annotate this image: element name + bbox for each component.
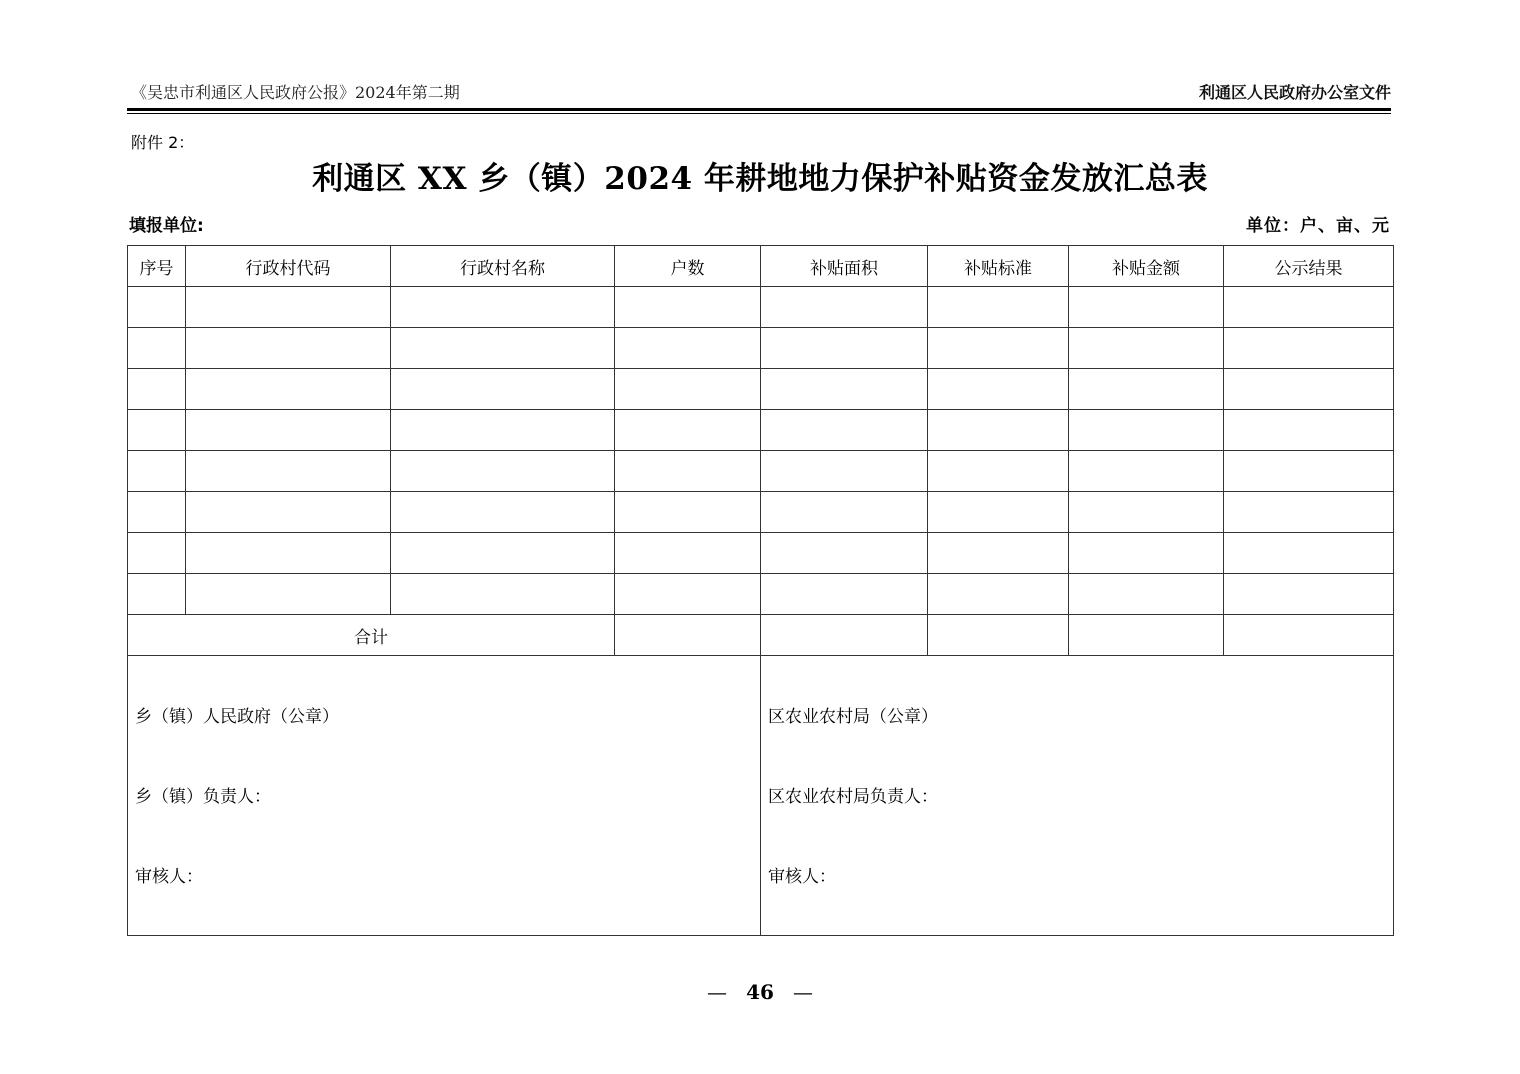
col-header-index: 序号	[128, 246, 186, 287]
table-row	[128, 451, 1394, 492]
subsidy-rate-cell[interactable]	[928, 533, 1069, 574]
subsidy-area-cell[interactable]	[761, 369, 928, 410]
village-name-cell[interactable]	[391, 451, 615, 492]
total-amount-cell[interactable]	[1069, 615, 1224, 656]
signature-block-township	[128, 656, 761, 936]
col-header-subsidy-area: 补贴面积	[761, 246, 928, 287]
village-code-cell[interactable]	[186, 492, 391, 533]
township-seal-label: 乡（镇）人民政府（公章）	[135, 707, 339, 727]
table-row	[128, 492, 1394, 533]
subsidy-area-cell[interactable]	[761, 410, 928, 451]
summary-table	[127, 245, 1394, 936]
table-row	[128, 328, 1394, 369]
households-cell[interactable]	[615, 287, 761, 328]
signature-block-district-bureau	[761, 656, 1394, 936]
table-header-row	[128, 246, 1394, 287]
col-header-publicity-result: 公示结果	[1224, 246, 1394, 287]
publicity-result-cell[interactable]	[1224, 451, 1394, 492]
subsidy-area-cell[interactable]	[761, 287, 928, 328]
header-rule-thin	[127, 113, 1391, 114]
attachment-label: 附件 2：	[131, 133, 195, 152]
col-header-village-code: 行政村代码	[186, 246, 391, 287]
index-cell[interactable]	[128, 328, 186, 369]
village-name-cell[interactable]	[391, 369, 615, 410]
subsidy-rate-cell[interactable]	[928, 451, 1069, 492]
village-code-cell[interactable]	[186, 328, 391, 369]
village-code-cell[interactable]	[186, 287, 391, 328]
village-code-cell[interactable]	[186, 451, 391, 492]
subsidy-amount-cell[interactable]	[1069, 328, 1224, 369]
table-row	[128, 287, 1394, 328]
subsidy-rate-cell[interactable]	[928, 369, 1069, 410]
header-issuer: 利通区人民政府办公室文件	[1198, 83, 1391, 102]
col-header-village-name: 行政村名称	[391, 246, 615, 287]
bureau-head-label: 区农业农村局负责人：	[768, 787, 938, 807]
subsidy-rate-cell[interactable]	[928, 574, 1069, 615]
index-cell[interactable]	[128, 410, 186, 451]
village-code-cell[interactable]	[186, 574, 391, 615]
subsidy-rate-cell[interactable]	[928, 287, 1069, 328]
footer-dash-left: —	[707, 980, 727, 1004]
village-code-cell[interactable]	[186, 369, 391, 410]
subsidy-area-cell[interactable]	[761, 328, 928, 369]
total-row	[128, 615, 1394, 656]
households-cell[interactable]	[615, 410, 761, 451]
households-cell[interactable]	[615, 369, 761, 410]
col-header-subsidy-rate: 补贴标准	[928, 246, 1069, 287]
township-reviewer-label: 审核人：	[135, 867, 203, 887]
publicity-result-cell[interactable]	[1224, 574, 1394, 615]
col-header-subsidy-amount: 补贴金额	[1069, 246, 1224, 287]
bureau-reviewer-label: 审核人：	[768, 867, 836, 887]
subsidy-amount-cell[interactable]	[1069, 410, 1224, 451]
bureau-seal-label: 区农业农村局（公章）	[768, 707, 938, 727]
township-head-label: 乡（镇）负责人：	[135, 787, 271, 807]
subsidy-amount-cell[interactable]	[1069, 574, 1224, 615]
total-label: 合计	[128, 615, 615, 656]
households-cell[interactable]	[615, 492, 761, 533]
page-number: 46	[746, 980, 774, 1004]
village-name-cell[interactable]	[391, 287, 615, 328]
index-cell[interactable]	[128, 492, 186, 533]
subsidy-area-cell[interactable]	[761, 492, 928, 533]
subsidy-area-cell[interactable]	[761, 533, 928, 574]
village-name-cell[interactable]	[391, 533, 615, 574]
table-row	[128, 533, 1394, 574]
index-cell[interactable]	[128, 369, 186, 410]
households-cell[interactable]	[615, 574, 761, 615]
publicity-result-cell[interactable]	[1224, 369, 1394, 410]
village-code-cell[interactable]	[186, 533, 391, 574]
unit-label: 单位：户、亩、元	[1246, 216, 1390, 236]
subsidy-amount-cell[interactable]	[1069, 451, 1224, 492]
total-rate-cell[interactable]	[928, 615, 1069, 656]
village-name-cell[interactable]	[391, 492, 615, 533]
subsidy-area-cell[interactable]	[761, 451, 928, 492]
total-households-cell[interactable]	[615, 615, 761, 656]
total-area-cell[interactable]	[761, 615, 928, 656]
document-title: 利通区 XX 乡（镇）2024 年耕地地力保护补贴资金发放汇总表	[312, 161, 1208, 197]
subsidy-rate-cell[interactable]	[928, 492, 1069, 533]
subsidy-rate-cell[interactable]	[928, 328, 1069, 369]
col-header-households: 户数	[615, 246, 761, 287]
publicity-result-cell[interactable]	[1224, 287, 1394, 328]
subsidy-area-cell[interactable]	[761, 574, 928, 615]
households-cell[interactable]	[615, 451, 761, 492]
village-name-cell[interactable]	[391, 574, 615, 615]
subsidy-amount-cell[interactable]	[1069, 533, 1224, 574]
village-code-cell[interactable]	[186, 410, 391, 451]
index-cell[interactable]	[128, 533, 186, 574]
signature-row	[128, 656, 1394, 936]
village-name-cell[interactable]	[391, 410, 615, 451]
publicity-result-cell[interactable]	[1224, 492, 1394, 533]
subsidy-amount-cell[interactable]	[1069, 369, 1224, 410]
table-row	[128, 574, 1394, 615]
index-cell[interactable]	[128, 287, 186, 328]
page-footer	[0, 980, 1520, 1004]
publicity-result-cell[interactable]	[1224, 410, 1394, 451]
table-row	[128, 369, 1394, 410]
households-cell[interactable]	[615, 533, 761, 574]
header-publication-title: 《吴忠市利通区人民政府公报》2024年第二期	[131, 83, 460, 102]
publicity-result-cell[interactable]	[1224, 328, 1394, 369]
households-cell[interactable]	[615, 328, 761, 369]
table-body	[128, 287, 1394, 936]
fill-unit-label: 填报单位:	[129, 216, 204, 236]
village-name-cell[interactable]	[391, 328, 615, 369]
subsidy-amount-cell[interactable]	[1069, 287, 1224, 328]
subsidy-amount-cell[interactable]	[1069, 492, 1224, 533]
index-cell[interactable]	[128, 451, 186, 492]
subsidy-rate-cell[interactable]	[928, 410, 1069, 451]
total-publicity-cell[interactable]	[1224, 615, 1394, 656]
header-rule-thick	[127, 108, 1391, 111]
publicity-result-cell[interactable]	[1224, 533, 1394, 574]
table-row	[128, 410, 1394, 451]
index-cell[interactable]	[128, 574, 186, 615]
footer-dash-right: —	[793, 980, 813, 1004]
